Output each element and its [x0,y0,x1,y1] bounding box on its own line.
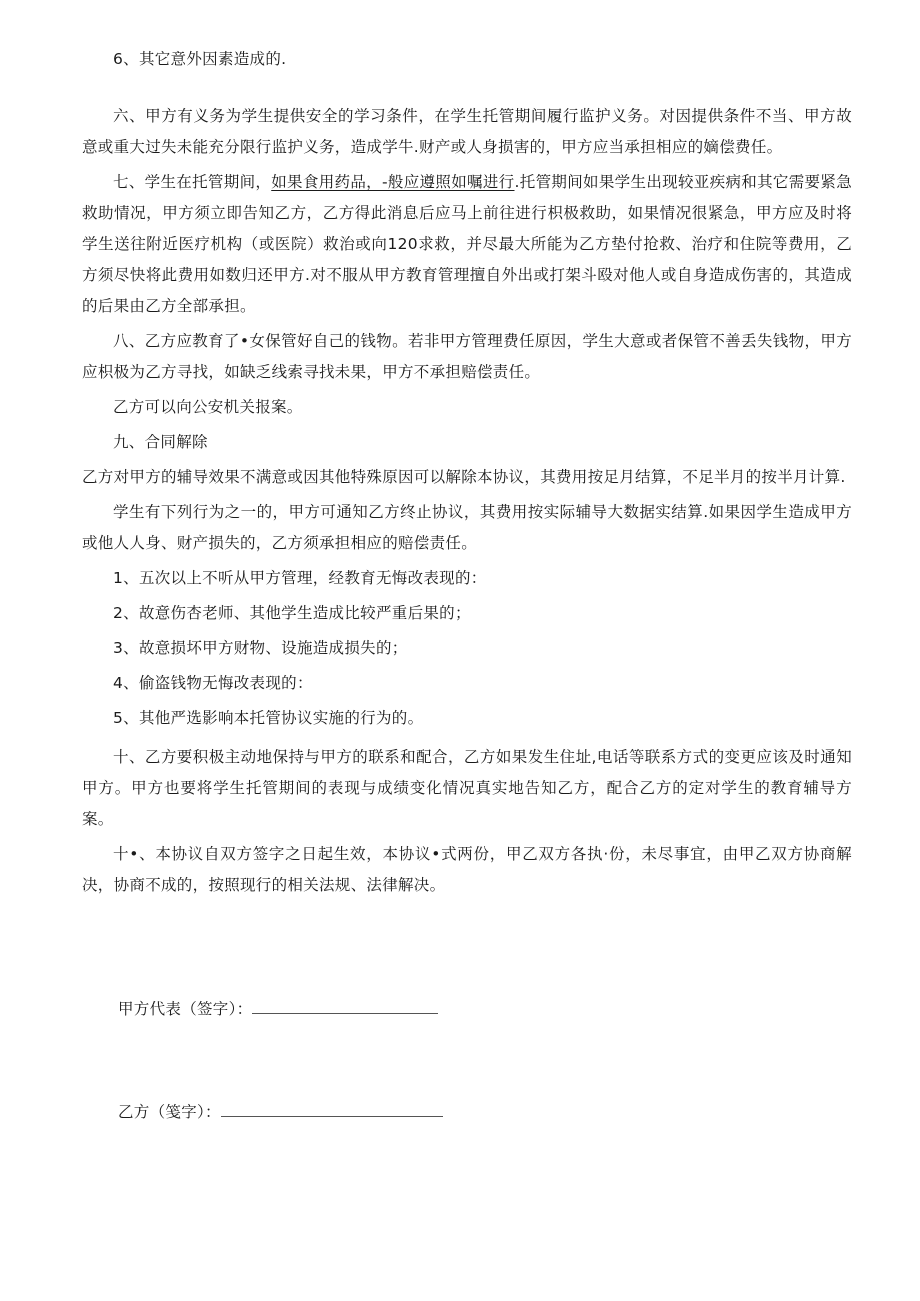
contract-body [82,44,852,901]
clause-7-lead: 七、学生在托管期间， [113,173,272,191]
clause-8-note: 乙方可以向公安机关报案。 [113,398,303,416]
clause-6-paragraph: 六、甲方有义务为学生提供安全的学习条件，在学生托管期间履行监护义务。对因提供条件不当、甲方故意或重大过失未能充分限行监护义务，造成学牛.财产或人身损害的，甲方应当承担相应的嫡偿费任。 [82,107,852,156]
party-b-signature-line[interactable] [221,1098,443,1117]
clause-8-paragraph: 八、乙方应教育了•女保管好自己的钱物。若非甲方管理费任原因，学生大意或者保管不善丢失钱物，甲方应枳极为乙方寻找，如缺乏线索寻找未果，甲方不承担赔偿责任。 [82,332,852,381]
list-item: 3、故意损坏甲方财物、设施造成损失的； [113,639,408,657]
party-b-signature [118,1098,443,1126]
list-item: 1、五次以上不听从甲方管理，经教育无悔改表现的： [113,569,487,587]
clause-9-title: 九、合同解除 [113,433,208,451]
clause-9-paragraph-2: 学生有下列行为之一的，甲方可通知乙方终止协议，其费用按实际辅导大数据实结算.如果因学生造成甲方或他人人身、财产损失的，乙方须承担相应的赔偿责任。 [82,503,852,552]
clause-11-paragraph: 十•、本协议自双方签字之日起生效，本协议•式两份，甲乙双方各执·份，未尽事宜，由甲乙双方协商解决，协商不成的，按照现行的相关法规、法律解决。 [82,845,852,894]
clause-item-6: 6、其它意外因素造成的. [113,50,287,68]
party-b-signature-label: 乙方（笺字）： [118,1103,221,1121]
party-a-signature-label: 甲方代表（签字）： [118,1000,253,1018]
list-item: 2、故意伤杏老师、其他学生造成比较严重后果的； [113,604,471,622]
party-a-signature [118,995,438,1023]
clause-7-rest: .托管期间如果学生出现较亚疾病和其它需要紧急救助情况，甲方须立即告知乙方，乙方得此消息后应马上前往进行枳极救助，如果情况很紧急，甲方应及时将学生送往附近医疗机构（或医院）救治或向120求救，并尽最大所能为乙方垫付抢救、治疗和住院等费用，乙方须尽快将此费用如数归还甲方.对不服从甲方教育管理擅自外出或打架斗殴对他人或自身造成伤害的，其造成的后果由乙方全部承担。 [82,173,852,315]
clause-7-underlined: 如果食用药品，-般应遵照如嘱进行 [271,173,515,191]
list-item: 4、偷盗钱物无悔改表现的： [113,674,313,692]
list-item: 5、其他严选影响本托管协议实施的行为的。 [113,709,424,727]
clause-10-paragraph: 十、乙方要积极主动地保持与甲方的联系和配合，乙方如果发生住址,电话等联系方式的变更应该及时通知甲方。甲方也要将学生托管期间的表现与成绩变化情况真实地告知乙方，配合乙方的定对学生的教育辅导方案。 [82,748,852,828]
party-a-signature-line[interactable] [252,995,438,1014]
clause-7-paragraph [82,167,852,322]
clause-9-paragraph-1: 乙方对甲方的辅导效果不满意或因其他特殊原因可以解除本协议，其费用按足月结算，不足半月的按半月计算. [82,468,846,486]
